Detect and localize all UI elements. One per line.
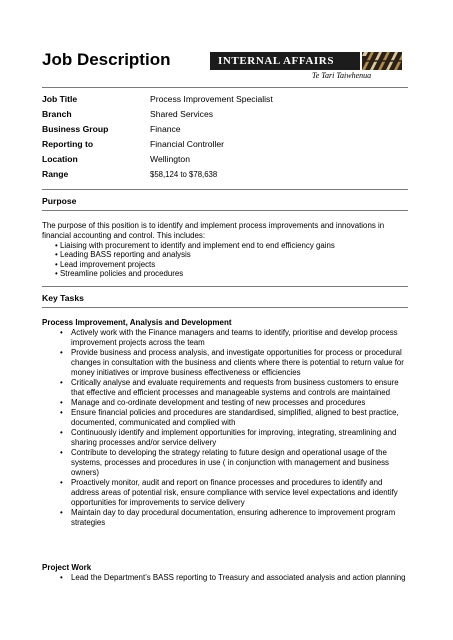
info-value: Shared Services [150, 109, 214, 119]
info-label: Branch [42, 109, 72, 119]
purpose-heading: Purpose [42, 196, 77, 206]
purpose-bottom-divider [42, 210, 408, 211]
purpose-bullet-list [55, 241, 335, 278]
bullet-icon: • [60, 408, 63, 417]
info-row-branch [42, 109, 408, 123]
list-item: • Liaising with procurement to identify and implement end to end efficiency gains [55, 241, 335, 250]
document-title: Job Description [42, 50, 171, 69]
info-label: Job Title [42, 94, 78, 104]
bullet-icon: • [60, 398, 63, 407]
key-tasks-bottom-divider [42, 307, 408, 308]
info-row-business-group [42, 124, 408, 138]
list-item: • Manage and co-ordinate development and testing of new processes and procedures [60, 398, 366, 407]
info-value: Finance [150, 124, 181, 134]
bullet-icon: • [60, 573, 63, 582]
task-group-title: Process Improvement, Analysis and Development [42, 318, 232, 327]
bullet-icon: • [55, 268, 58, 278]
logo-subtitle: Te Tari Taiwhenua [312, 71, 372, 80]
bullet-icon: • [60, 448, 63, 457]
list-item: • Proactively monitor, audit and report on finance processes and procedures to identify and address areas of potential risk, ensure compliance with service level expectations and identify opportunities for improvements to service delivery [60, 478, 398, 507]
info-value: Process Improvement Specialist [150, 94, 273, 104]
bullet-icon: • [60, 348, 63, 357]
key-tasks-top-divider [42, 286, 408, 287]
info-value: Financial Controller [150, 139, 225, 149]
bullet-icon: • [55, 259, 58, 269]
list-item: • Streamline policies and procedures [55, 268, 184, 278]
task-group-title: Project Work [42, 563, 92, 572]
info-label: Range [42, 169, 69, 179]
list-item: • Critically analyse and evaluate requirements and requests from business customers to ensure that effective and efficient processes and manageable systems and controls are maintained [60, 378, 399, 397]
bullet-icon: • [55, 241, 58, 250]
key-tasks-heading: Key Tasks [42, 293, 84, 303]
header-divider [42, 87, 408, 88]
list-item: • Provide business and process analysis, and investigate opportunities for process or procedural changes in consultation with the business and clients where there is potential to return value for money initiatives or improve business effectiveness or efficiencies [60, 348, 404, 377]
bullet-icon: • [55, 250, 58, 260]
bullet-icon: • [60, 328, 63, 337]
task-list-project-work [42, 573, 412, 583]
info-value: Wellington [150, 154, 190, 164]
info-label: Location [42, 154, 78, 164]
list-item: • Ensure financial policies and procedures are standardised, simplified, aligned to best practice, documented, communicated and complied with [60, 408, 399, 427]
purpose-top-divider [42, 189, 408, 190]
info-row-range [42, 169, 408, 183]
list-item: • Lead the Department’s BASS reporting to Treasury and associated analysis and action planning [60, 573, 406, 582]
logo-name: INTERNAL AFFAIRS [218, 55, 335, 67]
list-item: • Actively work with the Finance managers and teams to identify, prioritise and develop process improvement projects across the team [60, 328, 398, 347]
task-list-process-improvement [42, 328, 412, 528]
logo-wordmark-bar [210, 52, 360, 70]
info-label: Business Group [42, 124, 109, 134]
bullet-icon: • [60, 428, 63, 437]
info-value: $58,124 to $78,638 [150, 170, 218, 179]
internal-affairs-logo [210, 52, 402, 80]
list-item: • Lead improvement projects [55, 259, 156, 269]
purpose-text: The purpose of this position is to identify and implement process improvements and innovations in financial accounting and control. This includes: [42, 221, 385, 240]
list-item: • Leading BASS reporting and analysis [55, 250, 191, 260]
woven-pattern-icon [362, 52, 402, 70]
info-row-reporting-to [42, 139, 408, 153]
info-row-job-title [42, 94, 408, 108]
info-label: Reporting to [42, 139, 94, 149]
list-item: • Contribute to developing the strategy relating to future design and operational usage of the systems, processes and procedures in use ( in conjunction with management and business owners) [60, 448, 389, 477]
list-item: • Continuously identify and implement opportunities for improving, integrating, streamlining and sharing processes and/or service delivery [60, 428, 397, 447]
bullet-icon: • [60, 478, 63, 487]
list-item: • Maintain day to day procedural documentation, ensuring adherence to improvement program strategies [60, 508, 396, 527]
bullet-icon: • [60, 378, 63, 387]
info-row-location [42, 154, 408, 168]
bullet-icon: • [60, 508, 63, 517]
